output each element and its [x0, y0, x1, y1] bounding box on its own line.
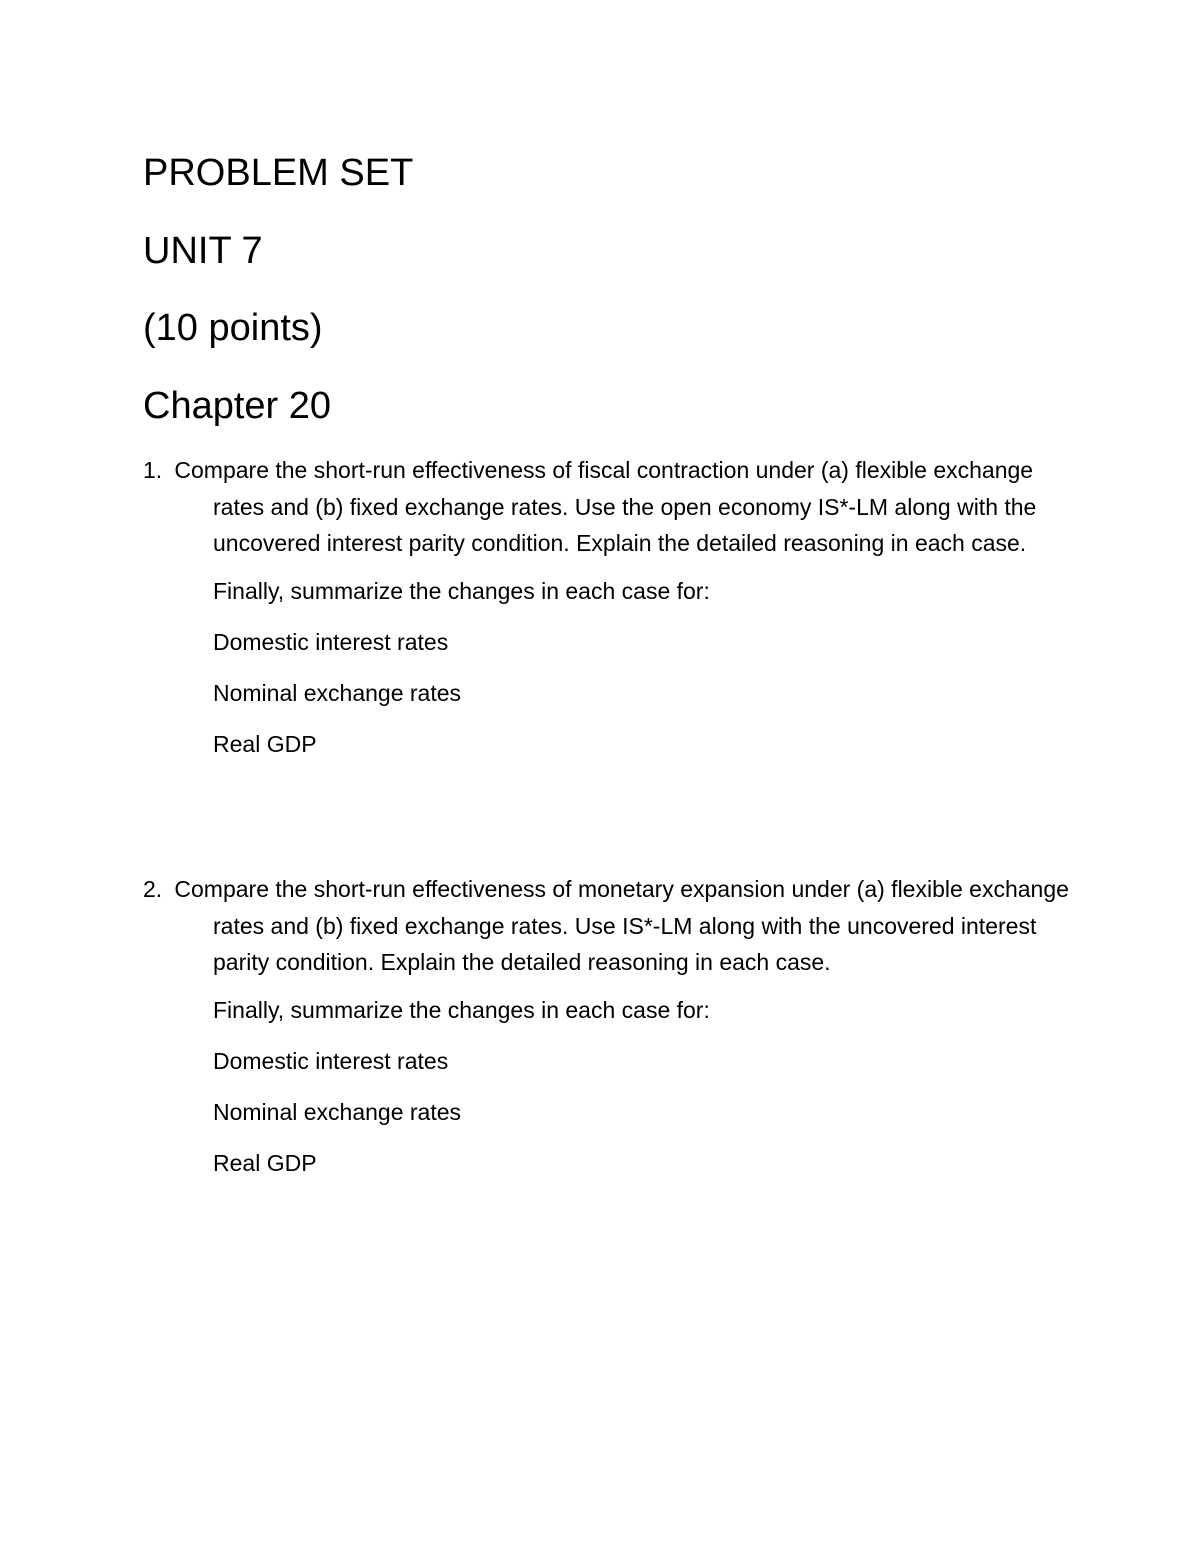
unit-heading: UNIT 7	[143, 230, 263, 272]
question-number: 2.	[143, 876, 163, 902]
question-text: Compare the short-run effectiveness of fiscal contraction under (a) flexible exchange rates and (b) fixed exchange rates. Use the open economy IS*-LM along with the uncovered interest parity condition. Explain the detailed reasoning in each case.	[174, 457, 1037, 556]
summary-prompt: Finally, summarize the changes in each case for:	[213, 996, 710, 1023]
summary-item: Domestic interest rates	[213, 1047, 449, 1074]
points-heading: (10 points)	[143, 307, 323, 349]
summary-prompt: Finally, summarize the changes in each case for:	[213, 577, 710, 604]
summary-item: Domestic interest rates	[213, 628, 449, 655]
document-title: PROBLEM SET	[143, 152, 414, 194]
question-2	[143, 871, 1073, 1178]
summary-item: Real GDP	[213, 1149, 317, 1176]
summary-item: Real GDP	[213, 730, 317, 757]
question-1	[143, 452, 1073, 759]
question-1-body	[143, 452, 1073, 562]
question-2-body	[143, 871, 1073, 981]
summary-item: Nominal exchange rates	[213, 1098, 462, 1125]
chapter-heading: Chapter 20	[143, 385, 332, 427]
summary-item: Nominal exchange rates	[213, 679, 462, 706]
question-text: Compare the short-run effectiveness of monetary expansion under (a) flexible exchange rates and (b) fixed exchange rates. Use IS*-LM along with the uncovered interest parity condition. Explain the detailed reasoning in each case.	[174, 876, 1069, 975]
question-number: 1.	[143, 457, 163, 483]
